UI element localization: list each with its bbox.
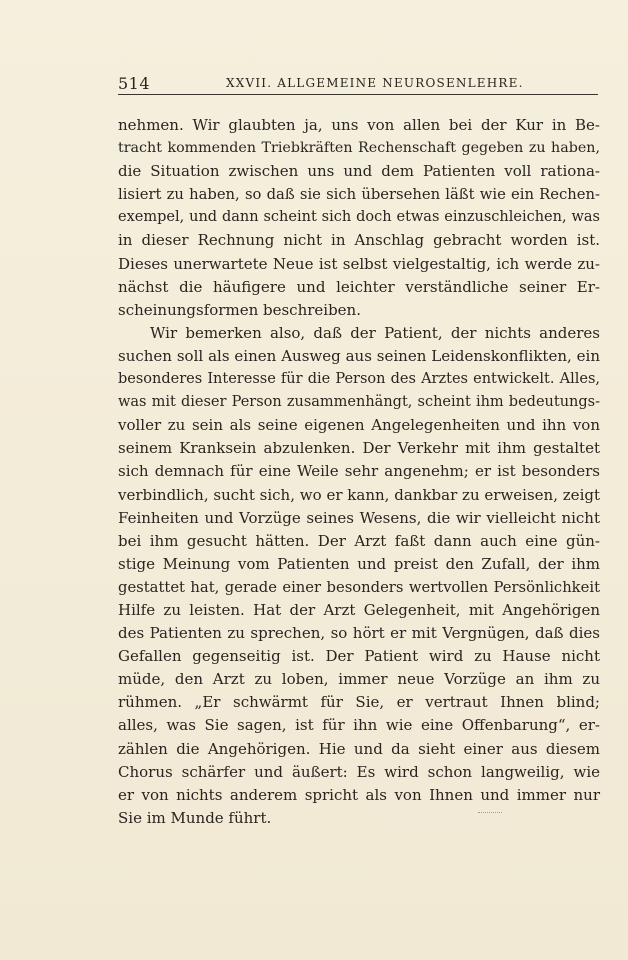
text-line: stige Meinung vom Patienten und preist den Zufall, der ihm — [118, 554, 600, 573]
text-line: Gefallen gegenseitig ist. Der Patient wird zu Hause nicht — [118, 647, 600, 666]
text-line: rühmen. „Er schwärmt für Sie, er vertraut Ihnen blind; — [118, 693, 600, 712]
text-line: seinem Kranksein abzulenken. Der Verkehr mit ihm gestaltet — [118, 439, 600, 458]
text-line: Wir bemerken also, daß der Patient, der nichts anderes — [150, 323, 600, 342]
text-line: Hilfe zu leisten. Hat der Arzt Gelegenheit, mit Angehörigen — [118, 600, 600, 619]
text-line: nächst die häufigere und leichter verständliche seiner Er- — [118, 277, 600, 296]
text-line: sich demnach für eine Weile sehr angenehm; er ist besonders — [118, 462, 600, 481]
text-line: alles, was Sie sagen, ist für ihn wie eine Offenbarung“, er- — [118, 716, 600, 735]
text-line: Feinheiten und Vorzüge seines Wesens, die wir vielleicht nicht — [118, 508, 600, 527]
text-line: Sie im Munde führt. — [118, 808, 272, 827]
text-line: er von nichts anderem spricht als von Ihnen und immer nur — [118, 785, 600, 804]
text-line: exempel, und dann scheint sich doch etwas einzuschleichen, was — [118, 209, 600, 226]
text-line: nehmen. Wir glaubten ja, uns von allen bei der Kur in Be- — [118, 116, 600, 134]
text-line: Chorus schärfer und äußert: Es wird schon langweilig, wie — [118, 762, 600, 781]
page-header — [118, 72, 598, 94]
text-line: des Patienten zu sprechen, so hört er mit Vergnügen, daß dies — [118, 624, 600, 643]
page-number: 514 — [118, 74, 151, 93]
text-line: die Situation zwischen uns und dem Patienten voll rationa- — [118, 162, 600, 181]
text-line: lisiert zu haben, so daß sie sich übersehen läßt wie ein Rechen- — [118, 186, 600, 204]
text-line: bei ihm gesucht hätten. Der Arzt faßt dann auch eine gün- — [118, 531, 600, 550]
running-head: XXVII. ALLGEMEINE NEUROSENLEHRE. — [226, 76, 524, 90]
text-line: Dieses unerwartete Neue ist selbst vielgestaltig, ich werde zu- — [118, 254, 600, 273]
text-line: in dieser Rechnung nicht in Anschlag gebracht worden ist. — [118, 231, 600, 250]
text-line: tracht kommenden Triebkräften Rechenschaft gegeben zu haben, — [118, 140, 600, 157]
text-line: zählen die Angehörigen. Hie und da sieht einer aus diesem — [118, 739, 600, 758]
text-line: besonderes Interesse für die Person des Arztes entwickelt. Alles, — [118, 371, 600, 388]
body-text — [118, 114, 600, 830]
text-line: gestattet hat, gerade einer besonders wertvollen Persönlichkeit — [118, 578, 600, 596]
text-line: müde, den Arzt zu loben, immer neue Vorzüge an ihm zu — [118, 670, 600, 689]
text-line: verbindlich, sucht sich, wo er kann, dankbar zu erweisen, zeigt — [118, 485, 600, 504]
text-line: voller zu sein als seine eigenen Angelegenheiten und ihn von — [118, 416, 600, 435]
text-line: scheinungsformen beschreiben. — [118, 300, 361, 319]
text-line: was mit dieser Person zusammenhängt, scheint ihm bedeutungs- — [118, 394, 600, 411]
text-line: suchen soll als einen Ausweg aus seinen Leidenskonflikten, ein — [118, 346, 600, 365]
header-rule — [118, 94, 598, 95]
printer-mark — [478, 812, 502, 813]
